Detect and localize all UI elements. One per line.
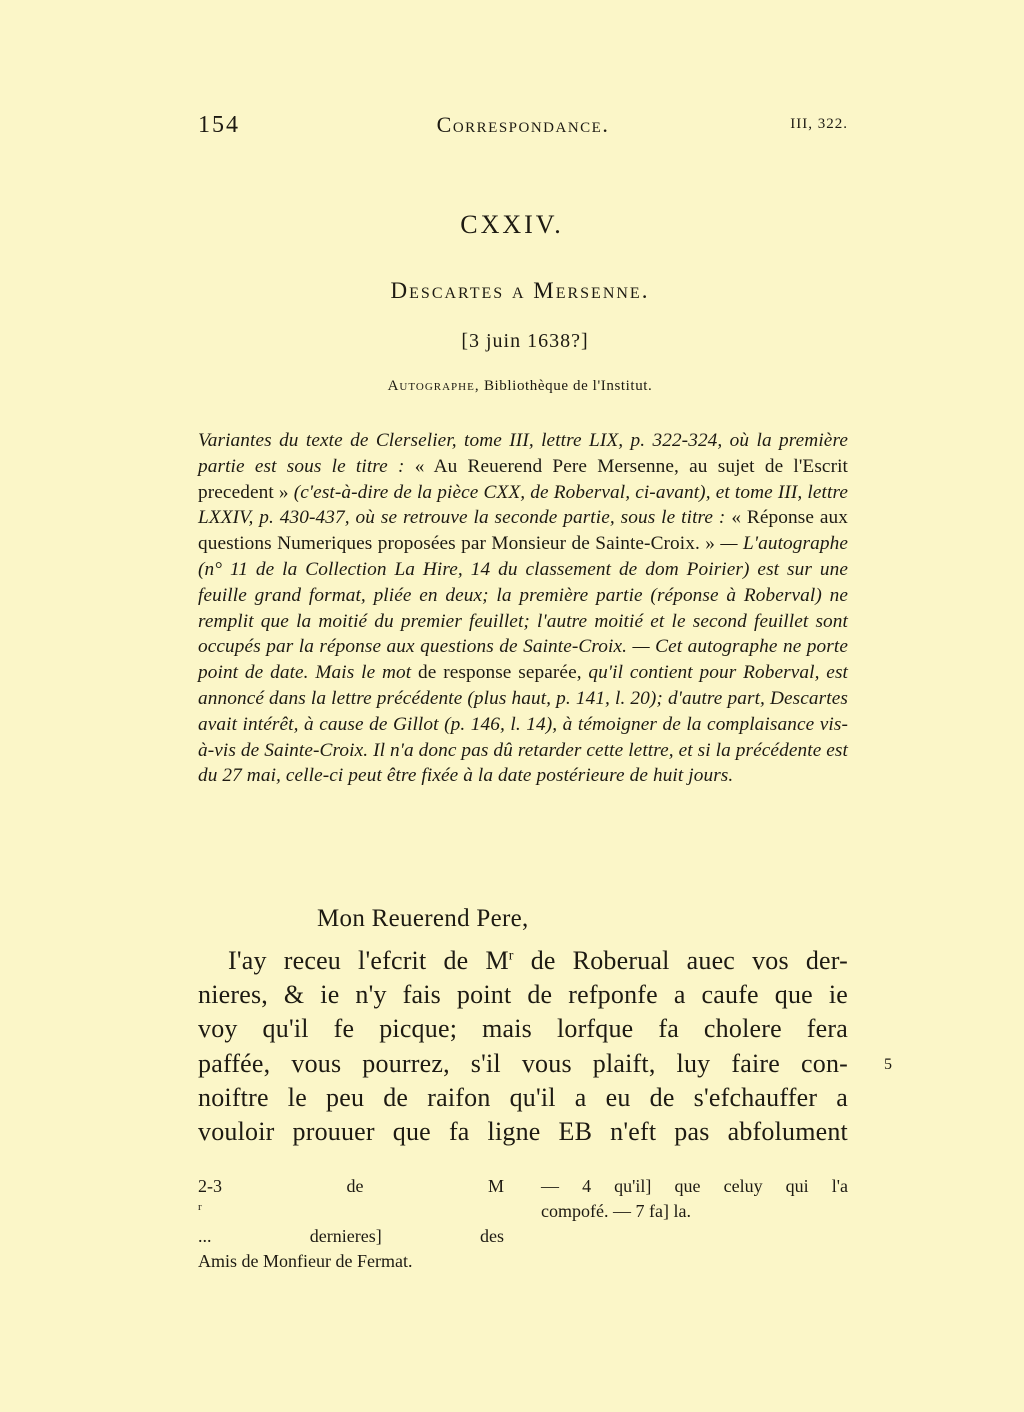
volume-reference: III, 322. — [790, 116, 848, 132]
intro-part: Variantes du texte de Clerselier, tome III, lettre LIX, p. 322-324, où la première partie est sous le titre : — [198, 430, 848, 477]
footnote-column-left — [198, 1174, 504, 1274]
footnote-column-right — [541, 1174, 848, 1224]
body-text: de Roberual auec vos der- — [513, 946, 848, 975]
editorial-introduction — [198, 428, 848, 789]
footnote-line: compofé. — 7 fa] la. — [541, 1201, 691, 1221]
body-line: vouloir prouuer que fa ligne EB n'eft pas abfolument — [198, 1116, 848, 1146]
body-line — [198, 944, 848, 978]
intro-part: qu'il contient pour Roberval, est annoncé dans la lettre précédente (plus haut, p. 141, l. 20); d'autre part, Descartes avait intérêt, à cause de Gillot (p. 146, l. 14), à témoigner de la complaisance vis-à-vis de Sainte-Croix. Il n'a donc pas dû retarder cette lettre, et si la précédente est du 27 mai, celle-ci peut être fixée à la date postérieure de huit jours. — [198, 662, 849, 787]
intro-quote: « Au Reuerend Pere Mersenne, au sujet de l'Escrit precedent » — [198, 455, 849, 503]
letter-date: [3 juin 1638?] — [461, 330, 589, 352]
body-line: voy qu'il fe picque; mais lorfque fa cholere fera — [198, 1014, 848, 1044]
footnote-line — [198, 1174, 504, 1249]
superscript: r — [508, 948, 514, 964]
footnote-text: 2-3 de M — [198, 1176, 504, 1196]
page-number: 154 — [198, 112, 240, 138]
source-label: Autographe, — [387, 378, 480, 394]
footnote-text: ... dernieres] des — [198, 1226, 504, 1246]
salutation: Mon Reuerend Pere, — [317, 905, 529, 932]
body-line: paffée, vous pourrez, s'il vous plaift, luy faire con- — [198, 1048, 848, 1078]
running-header — [198, 112, 848, 142]
body-line: noiftre le peu de raifon qu'il a eu de s'efchauffer a — [198, 1082, 848, 1112]
source-place: Bibliothèque de l'Institut. — [483, 378, 653, 394]
footnote-line: — 4 qu'il] que celuy qui l'a — [541, 1176, 848, 1196]
source-note — [0, 378, 1024, 395]
superscript: r — [198, 1201, 202, 1213]
intro-part: (c'est-à-dire de la pièce CXX, de Roberval, ci-avant), et tome III, lettre LXXIV, p. 430-437, où se retrouve la seconde partie, sous le titre : — [198, 481, 849, 529]
intro-quote: « Réponse aux questions Numeriques proposées par Monsieur de Sainte-Croix. » — [198, 507, 849, 555]
letter-heading: Descartes a Mersenne. — [390, 278, 650, 303]
letter-body — [198, 944, 848, 1149]
running-title: Correspondance. — [436, 112, 610, 137]
letter-number: CXXIV. — [460, 210, 564, 239]
margin-line-number: 5 — [884, 1056, 892, 1073]
footnote-line: Amis de Monfieur de Fermat. — [198, 1251, 413, 1271]
intro-part: — L'autographe (n° 11 de la Collection La Hire, 14 du classement de dom Poirier) est sur une feuille grand format, pliée en deux; la première partie (réponse à Roberval) ne remplit que la moitié du premier feuillet; l'autre moitié et le second feuillet sont occupés par la réponse aux questions de Sainte-Croix. — Cet autographe ne porte point de date. Mais le mot — [198, 533, 848, 684]
intro-quote: de response separée, — [418, 662, 582, 684]
body-text: I'ay receu l'efcrit de M — [228, 946, 509, 975]
body-line: nieres, & ie n'y fais point de refponfe a caufe que ie — [198, 980, 848, 1010]
